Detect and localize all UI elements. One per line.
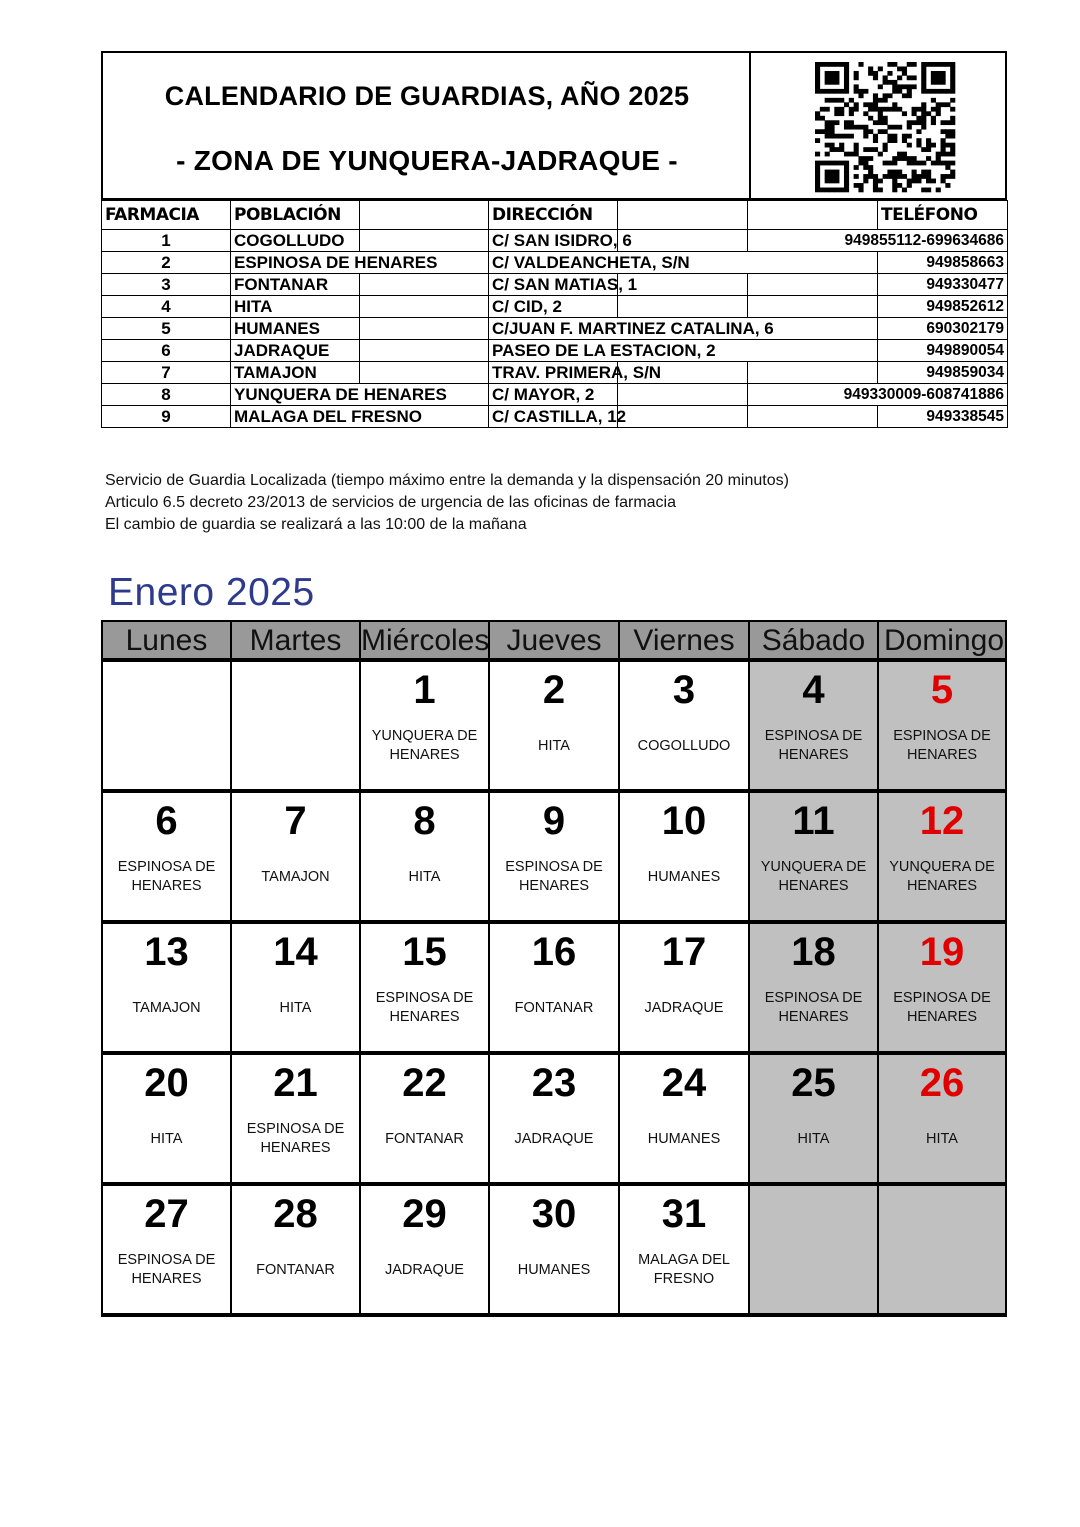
calendar-day-cell bbox=[101, 1055, 230, 1182]
weekday-label: Sábado bbox=[750, 622, 879, 658]
day-number: 14 bbox=[273, 930, 318, 974]
duty-pharmacy-label: TAMAJON bbox=[261, 868, 330, 885]
blank-cell bbox=[748, 274, 878, 296]
day-number: 22 bbox=[402, 1061, 447, 1105]
poblacion-cell: HUMANES bbox=[231, 318, 360, 340]
weekday-label: Martes bbox=[232, 622, 361, 658]
day-number: 29 bbox=[402, 1192, 447, 1236]
calendar-day-cell bbox=[101, 924, 230, 1051]
farmacia-number: 2 bbox=[102, 252, 231, 274]
duty-pharmacy-label: ESPINOSA DE HENARES bbox=[246, 1121, 345, 1156]
day-number: 3 bbox=[672, 668, 696, 712]
day-number: 18 bbox=[791, 930, 836, 974]
blank-cell bbox=[360, 296, 489, 318]
duty-pharmacy-label: ESPINOSA DE HENARES bbox=[764, 990, 863, 1025]
qr-code-icon[interactable] bbox=[815, 62, 955, 192]
calendar-weekday-header bbox=[101, 620, 1007, 660]
poblacion-cell: TAMAJON bbox=[231, 362, 360, 384]
calendar-week-row bbox=[101, 793, 1007, 924]
weekday-label: Viernes bbox=[620, 622, 750, 658]
day-number: 19 bbox=[919, 930, 965, 974]
col-poblacion: POBLACIÓN bbox=[231, 201, 360, 230]
day-number: 8 bbox=[413, 799, 436, 843]
day-number: 4 bbox=[802, 668, 825, 712]
weekday-label: Miércoles bbox=[361, 624, 490, 657]
calendar-day-cell bbox=[230, 924, 359, 1051]
col-farmacia: FARMACIA bbox=[102, 201, 231, 230]
direccion-cell: C/ CID, 2 bbox=[489, 296, 618, 318]
col-direccion: DIRECCIÓN bbox=[489, 201, 618, 230]
duty-pharmacy-label: ESPINOSA DE HENARES bbox=[505, 859, 603, 894]
day-number: 15 bbox=[402, 930, 447, 974]
calendar-day-cell bbox=[230, 1055, 359, 1182]
day-number: 24 bbox=[661, 1061, 707, 1105]
farmacia-number: 9 bbox=[102, 406, 231, 428]
table-row bbox=[102, 384, 1008, 406]
calendar-empty-cell bbox=[748, 1186, 877, 1313]
col-telefono: TELÉFONO bbox=[878, 201, 1008, 230]
telefono-cell: 949890054 bbox=[878, 340, 1008, 362]
day-number: 23 bbox=[531, 1061, 577, 1105]
duty-pharmacy-label: JADRAQUE bbox=[385, 1261, 464, 1278]
farmacia-number: 6 bbox=[102, 340, 231, 362]
day-number: 31 bbox=[661, 1192, 707, 1236]
header-box bbox=[101, 51, 1007, 200]
blank-cell bbox=[360, 230, 489, 252]
telefono-cell: 949859034 bbox=[878, 362, 1008, 384]
duty-pharmacy-label: HITA bbox=[926, 1130, 958, 1147]
calendar-day-cell bbox=[359, 1055, 488, 1182]
direccion-cell: C/ SAN MATIAS, 1 bbox=[489, 274, 618, 296]
calendar-day-cell bbox=[488, 924, 618, 1051]
day-number: 17 bbox=[661, 930, 707, 974]
duty-pharmacy-label: ESPINOSA DE HENARES bbox=[764, 728, 863, 763]
blank-cell bbox=[360, 362, 489, 384]
calendar-day-cell bbox=[618, 1055, 748, 1182]
day-number: 28 bbox=[273, 1192, 318, 1236]
day-number: 10 bbox=[661, 799, 707, 843]
farmacia-number: 4 bbox=[102, 296, 231, 318]
calendar-day-cell bbox=[488, 1186, 618, 1313]
poblacion-cell: YUNQUERA DE HENARES bbox=[231, 384, 489, 406]
table-row bbox=[102, 274, 1008, 296]
table-row bbox=[102, 340, 1008, 362]
telefono-cell: 949330477 bbox=[878, 274, 1008, 296]
calendar-week-row bbox=[101, 1055, 1007, 1186]
duty-pharmacy-label: YUNQUERA DE HENARES bbox=[760, 859, 867, 894]
duty-pharmacy-label: ESPINOSA DE HENARES bbox=[375, 990, 474, 1025]
farmacia-number: 5 bbox=[102, 318, 231, 340]
calendar-day-cell bbox=[230, 1186, 359, 1313]
duty-pharmacy-label: ESPINOSA DE HENARES bbox=[117, 1252, 216, 1287]
duty-pharmacy-label: FONTANAR bbox=[385, 1130, 464, 1147]
duty-pharmacy-label: COGOLLUDO bbox=[637, 737, 731, 754]
calendar-grid bbox=[101, 658, 1007, 1317]
telefono-cell: 949852612 bbox=[878, 296, 1008, 318]
pharmacy-table bbox=[101, 200, 1008, 428]
day-number: 2 bbox=[542, 668, 566, 712]
pharmacy-table-header bbox=[102, 201, 1008, 230]
calendar-day-cell bbox=[101, 793, 230, 920]
header-divider bbox=[749, 53, 751, 200]
blank-cell bbox=[618, 230, 748, 252]
col-blank bbox=[618, 201, 748, 230]
poblacion-cell: MALAGA DEL FRESNO bbox=[231, 406, 489, 428]
direccion-cell: C/ CASTILLA, 12 bbox=[489, 406, 618, 428]
day-number: 1 bbox=[413, 668, 436, 712]
duty-pharmacy-label: HUMANES bbox=[647, 1130, 721, 1147]
calendar-week-row bbox=[101, 662, 1007, 793]
table-row bbox=[102, 252, 1008, 274]
note-line: Servicio de Guardia Localizada (tiempo máximo entre la demanda y la dispensación 20 minutos) bbox=[105, 472, 789, 489]
duty-pharmacy-label: FONTANAR bbox=[514, 999, 594, 1016]
month-title: Enero 2025 bbox=[108, 571, 315, 614]
day-number: 13 bbox=[144, 930, 189, 974]
telefono-cell: 949855112-699634686 bbox=[748, 230, 1008, 252]
duty-pharmacy-label: HITA bbox=[408, 868, 441, 885]
calendar-day-cell bbox=[748, 924, 877, 1051]
duty-pharmacy-label: MALAGA DEL FRESNO bbox=[638, 1252, 730, 1287]
pharmacy-table-body bbox=[102, 230, 1008, 428]
blank-cell bbox=[748, 406, 878, 428]
poblacion-cell: JADRAQUE bbox=[231, 340, 360, 362]
day-number: 30 bbox=[531, 1192, 577, 1236]
calendar-day-cell bbox=[101, 1186, 230, 1313]
calendar-empty-cell bbox=[230, 662, 359, 789]
day-number: 16 bbox=[531, 930, 577, 974]
telefono-cell: 949330009-608741886 bbox=[748, 384, 1008, 406]
duty-pharmacy-label: HITA bbox=[797, 1130, 830, 1147]
table-row bbox=[102, 318, 1008, 340]
calendar-week-row bbox=[101, 1186, 1007, 1317]
calendar-day-cell bbox=[618, 662, 748, 789]
weekday-label: Lunes bbox=[103, 622, 232, 658]
duty-pharmacy-label: HUMANES bbox=[647, 868, 721, 885]
calendar-day-cell bbox=[230, 793, 359, 920]
day-number: 12 bbox=[919, 799, 965, 843]
calendar-day-cell bbox=[748, 662, 877, 789]
duty-pharmacy-label: YUNQUERA DE HENARES bbox=[371, 728, 478, 763]
calendar-day-cell bbox=[359, 1186, 488, 1313]
farmacia-number: 1 bbox=[102, 230, 231, 252]
telefono-cell: 949338545 bbox=[878, 406, 1008, 428]
calendar-day-cell bbox=[488, 662, 618, 789]
duty-pharmacy-label: HITA bbox=[150, 1130, 183, 1147]
notes bbox=[105, 470, 789, 536]
blank-cell bbox=[618, 274, 748, 296]
telefono-cell: 690302179 bbox=[878, 318, 1008, 340]
weekday-label: Domingo bbox=[883, 624, 1005, 657]
duty-pharmacy-label: ESPINOSA DE HENARES bbox=[893, 728, 991, 763]
direccion-cell: TRAV. PRIMERA, S/N bbox=[489, 362, 618, 384]
duty-pharmacy-label: FONTANAR bbox=[256, 1261, 335, 1278]
direccion-cell: PASEO DE LA ESTACION, 2 bbox=[489, 340, 878, 362]
day-number: 6 bbox=[155, 799, 178, 843]
calendar-day-cell bbox=[748, 1055, 877, 1182]
blank-cell bbox=[360, 274, 489, 296]
duty-pharmacy-label: YUNQUERA DE HENARES bbox=[889, 859, 995, 894]
calendar-day-cell bbox=[618, 793, 748, 920]
weekday-label: Jueves bbox=[490, 622, 620, 658]
calendar-day-cell bbox=[359, 662, 488, 789]
farmacia-number: 3 bbox=[102, 274, 231, 296]
calendar-day-cell bbox=[359, 924, 488, 1051]
poblacion-cell: FONTANAR bbox=[231, 274, 360, 296]
day-number: 5 bbox=[930, 668, 954, 712]
table-row bbox=[102, 230, 1008, 252]
direccion-cell: C/ MAYOR, 2 bbox=[489, 384, 618, 406]
day-number: 11 bbox=[792, 799, 835, 843]
table-row bbox=[102, 406, 1008, 428]
blank-cell bbox=[360, 340, 489, 362]
calendar-day-cell bbox=[877, 662, 1007, 789]
calendar-day-cell bbox=[748, 793, 877, 920]
poblacion-cell: ESPINOSA DE HENARES bbox=[231, 252, 489, 274]
calendar-empty-cell bbox=[877, 1186, 1007, 1313]
document-title: CALENDARIO DE GUARDIAS, AÑO 2025 bbox=[164, 81, 690, 111]
blank-cell bbox=[618, 406, 748, 428]
duty-pharmacy-label: HUMANES bbox=[517, 1261, 591, 1278]
duty-pharmacy-label: ESPINOSA DE HENARES bbox=[117, 859, 216, 894]
day-number: 21 bbox=[273, 1061, 318, 1105]
duty-pharmacy-label: HITA bbox=[279, 999, 312, 1016]
duty-pharmacy-label: ESPINOSA DE HENARES bbox=[893, 990, 991, 1025]
day-number: 26 bbox=[919, 1061, 965, 1105]
calendar-day-cell bbox=[359, 793, 488, 920]
direccion-cell: C/ SAN ISIDRO, 6 bbox=[489, 230, 618, 252]
direccion-cell: C/JUAN F. MARTINEZ CATALINA, 6 bbox=[489, 318, 878, 340]
table-row bbox=[102, 296, 1008, 318]
calendar-week-row bbox=[101, 924, 1007, 1055]
poblacion-cell: COGOLLUDO bbox=[231, 230, 360, 252]
blank-cell bbox=[360, 318, 489, 340]
duty-pharmacy-label: JADRAQUE bbox=[644, 999, 724, 1016]
col-blank bbox=[360, 201, 489, 230]
telefono-cell: 949858663 bbox=[878, 252, 1008, 274]
blank-cell bbox=[748, 296, 878, 318]
farmacia-number: 7 bbox=[102, 362, 231, 384]
direccion-cell: C/ VALDEANCHETA, S/N bbox=[489, 252, 878, 274]
day-number: 25 bbox=[791, 1061, 836, 1105]
note-line: El cambio de guardia se realizará a las 10:00 de la mañana bbox=[105, 516, 527, 533]
calendar-day-cell bbox=[877, 924, 1007, 1051]
calendar-day-cell bbox=[877, 793, 1007, 920]
table-row bbox=[102, 362, 1008, 384]
day-number: 9 bbox=[542, 799, 566, 843]
document-subtitle: - ZONA DE YUNQUERA-JADRAQUE - bbox=[176, 145, 678, 176]
blank-cell bbox=[618, 296, 748, 318]
duty-pharmacy-label: HITA bbox=[538, 737, 570, 754]
calendar-day-cell bbox=[877, 1055, 1007, 1182]
calendar-day-cell bbox=[618, 924, 748, 1051]
day-number: 7 bbox=[284, 799, 307, 843]
blank-cell bbox=[618, 384, 748, 406]
duty-pharmacy-label: JADRAQUE bbox=[514, 1130, 594, 1147]
calendar-day-cell bbox=[488, 1055, 618, 1182]
day-number: 20 bbox=[144, 1061, 189, 1105]
calendar-empty-cell bbox=[101, 662, 230, 789]
duty-pharmacy-label: TAMAJON bbox=[132, 999, 201, 1016]
farmacia-number: 8 bbox=[102, 384, 231, 406]
calendar-day-cell bbox=[488, 793, 618, 920]
day-number: 27 bbox=[144, 1192, 189, 1236]
note-line: Articulo 6.5 decreto 23/2013 de servicios de urgencia de las oficinas de farmacia bbox=[105, 494, 676, 511]
calendar-day-cell bbox=[618, 1186, 748, 1313]
poblacion-cell: HITA bbox=[231, 296, 360, 318]
blank-cell bbox=[748, 362, 878, 384]
col-blank bbox=[748, 201, 878, 230]
